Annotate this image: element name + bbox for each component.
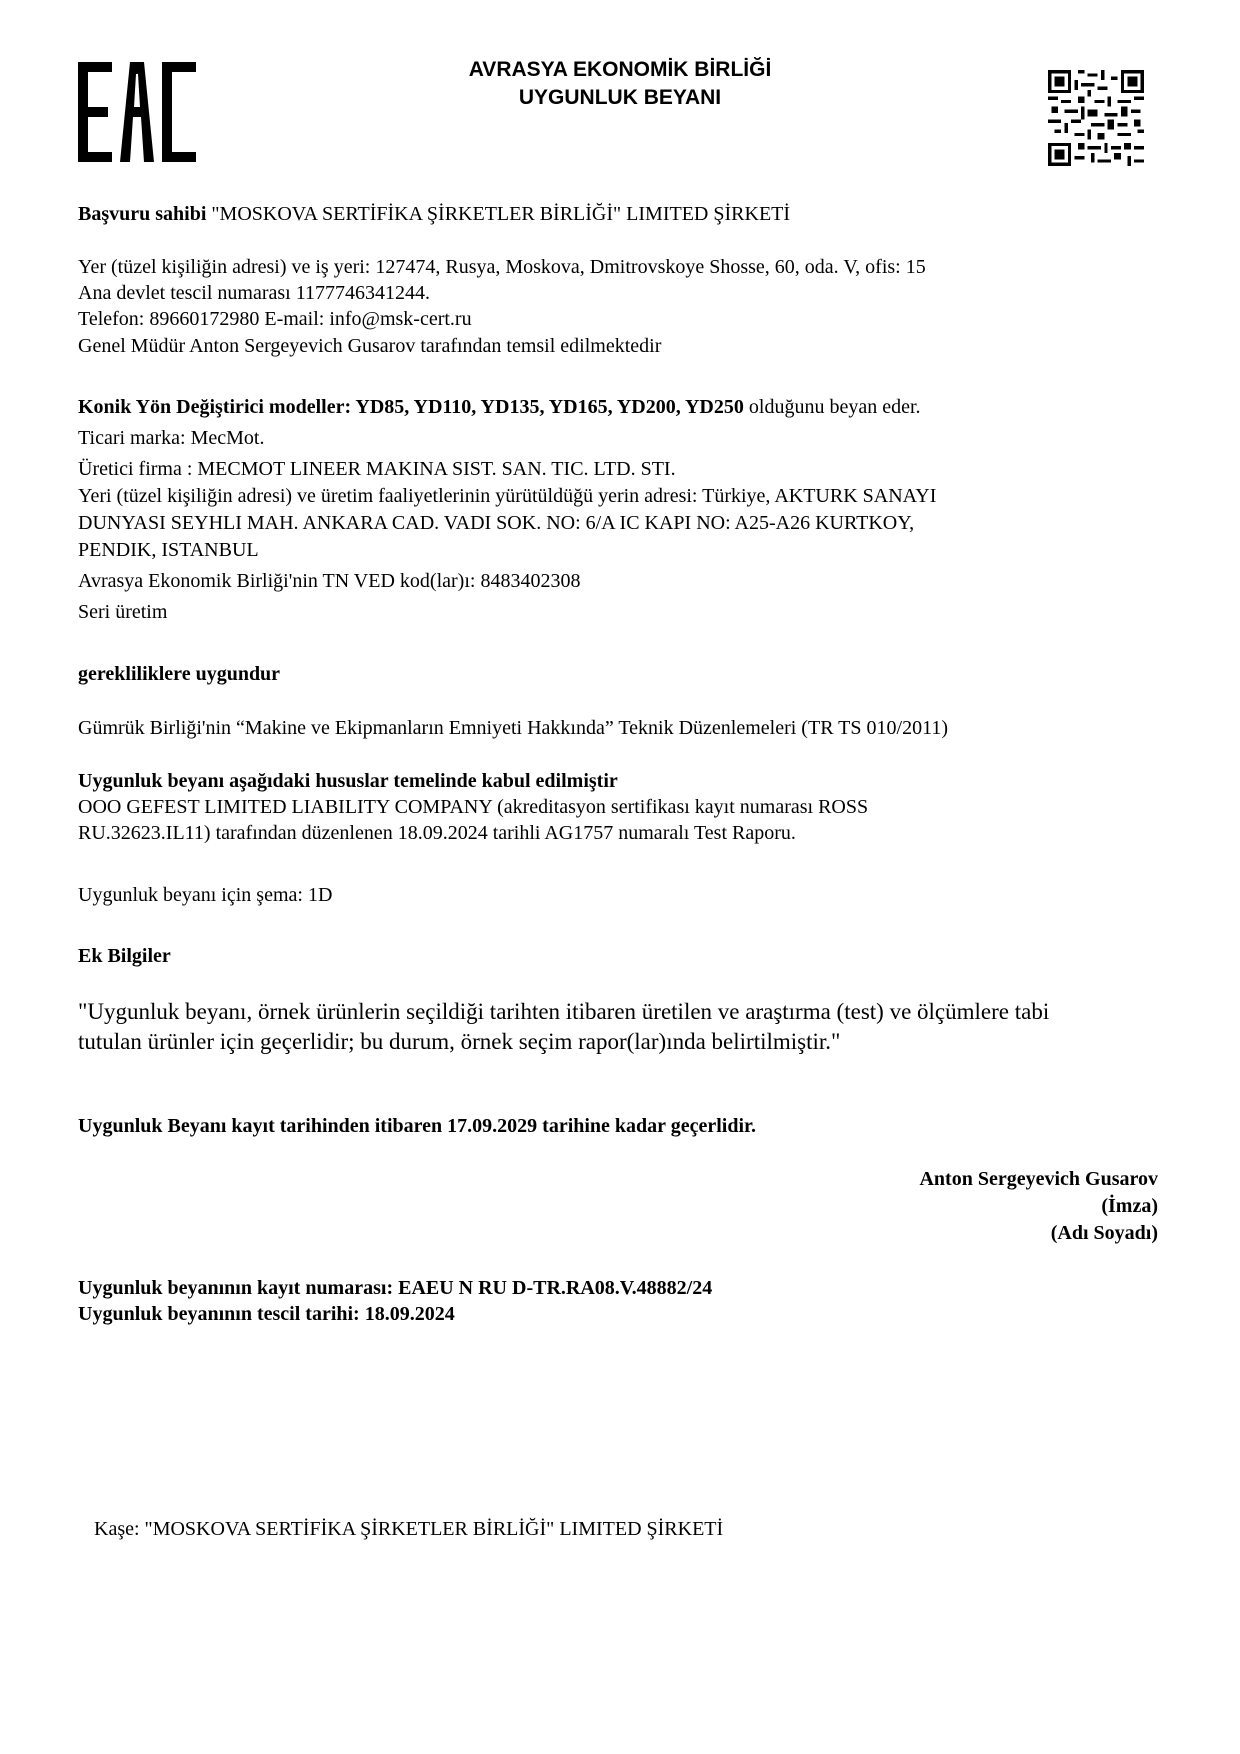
registration-date: Uygunluk beyanının tescil tarihi: 18.09.2024	[78, 1303, 455, 1325]
additional-info-line1: "Uygunluk beyanı, örnek ürünlerin seçildiği tarihten itibaren üretilen ve araştırma (test) ve ölçümlere tabi	[78, 999, 1050, 1024]
registration-number: Uygunluk beyanının kayıt numarası: EAEU N RU D-TR.RA08.V.48882/24	[78, 1277, 713, 1299]
signature-label: (İmza)	[1101, 1195, 1158, 1217]
additional-info-line2: tutulan ürünler için geçerlidir; bu durum, örnek seçim rapor(lar)ında belirtilmiştir."	[78, 1029, 841, 1054]
manufacturer-address-line2: DUNYASI SEYHLI MAH. ANKARA CAD. VADI SOK. NO: 6/A IC KAPI NO: A25-A26 KURTKOY,	[78, 512, 915, 534]
applicant-registration: Ana devlet tescil numarası 1177746341244.	[78, 282, 430, 304]
conformity-scheme: Uygunluk beyanı için şema: 1D	[78, 884, 333, 906]
additional-info-heading: Ek Bilgiler	[78, 945, 171, 967]
applicant-name: "MOSKOVA SERTİFİKA ŞİRKETLER BİRLİĞİ" LIMITED ŞİRKETİ	[206, 203, 791, 225]
document-title-line2: UYGUNLUK BEYANI	[518, 86, 722, 109]
basis-line1: OOO GEFEST LIMITED LIABILITY COMPANY (akreditasyon sertifikası kayıt numarası ROSS	[78, 796, 869, 818]
signatory-name: Anton Sergeyevich Gusarov	[919, 1168, 1158, 1190]
technical-regulation: Gümrük Birliği'nin “Makine ve Ekipmanların Emniyeti Hakkında” Teknik Düzenlemeleri (TR TS 010/2011)	[78, 717, 948, 739]
product-manufacturer: Üretici firma : MECMOT LINEER MAKINA SIST. SAN. TIC. LTD. STI.	[78, 458, 676, 480]
product-trademark: Ticari marka: MecMot.	[78, 427, 265, 449]
applicant-label: Başvuru sahibi	[78, 203, 207, 225]
product-models: Konik Yön Değiştirici modeller: YD85, YD110, YD135, YD165, YD200, YD250	[78, 396, 744, 418]
applicant-line	[78, 201, 790, 227]
eac-mark-icon	[78, 62, 196, 162]
document-title-line1: AVRASYA EKONOMİK BİRLİĞİ	[468, 58, 772, 81]
manufacturer-address-line3: PENDIK, ISTANBUL	[78, 539, 259, 561]
tn-ved-code: Avrasya Ekonomik Birliği'nin TN VED kod(lar)ı: 8483402308	[78, 570, 581, 592]
product-models-suffix: olduğunu beyan eder.	[743, 396, 921, 418]
basis-heading: Uygunluk beyanı aşağıdaki hususlar temelinde kabul edilmiştir	[78, 770, 618, 792]
stamp-line: Kaşe: "MOSKOVA SERTİFİKA ŞİRKETLER BİRLİĞİ" LIMITED ŞİRKETİ	[94, 1518, 724, 1540]
applicant-address: Yer (tüzel kişiliğin adresi) ve iş yeri: 127474, Rusya, Moskova, Dmitrovskoye Shosse, 60, oda. V, ofis: 15	[78, 256, 926, 278]
validity-statement: Uygunluk Beyanı kayıt tarihinden itibaren 17.09.2029 tarihine kadar geçerlidir.	[78, 1115, 757, 1137]
compliance-heading: gerekliliklere uygundur	[78, 663, 281, 685]
basis-line2: RU.32623.IL11) tarafından düzenlenen 18.09.2024 tarihli AG1757 numaralı Test Raporu.	[78, 822, 796, 844]
applicant-representative: Genel Müdür Anton Sergeyevich Gusarov tarafından temsil edilmektedir	[78, 335, 662, 357]
qr-code-icon	[1048, 70, 1144, 166]
product-models-line	[78, 394, 921, 420]
production-type: Seri üretim	[78, 601, 168, 623]
name-label: (Adı Soyadı)	[1050, 1222, 1158, 1244]
manufacturer-address-line1: Yeri (tüzel kişiliğin adresi) ve üretim faaliyetlerinin yürütüldüğü yerin adresi: Türkiye, AKTURK SANAYI	[78, 485, 937, 507]
applicant-contact: Telefon: 89660172980 E-mail: info@msk-cert.ru	[78, 308, 472, 330]
